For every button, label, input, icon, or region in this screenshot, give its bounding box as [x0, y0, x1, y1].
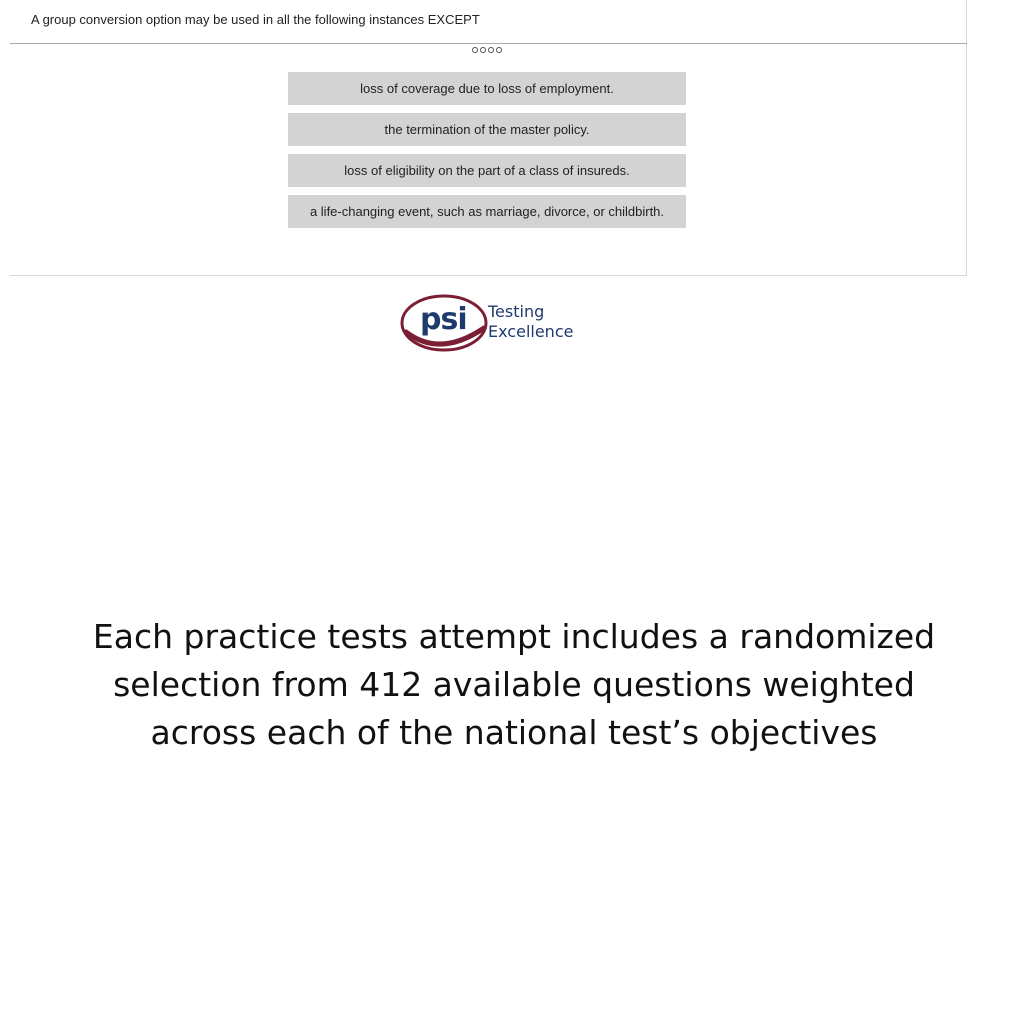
psi-logo	[400, 292, 580, 354]
caption-line-2: selection from 412 available questions weighted	[113, 665, 915, 704]
promo-caption	[0, 613, 1028, 757]
answer-option-4[interactable]: a life-changing event, such as marriage, divorce, or childbirth.	[288, 195, 686, 228]
logo-tagline-line1: Testing	[488, 302, 545, 321]
answer-option-2[interactable]: the termination of the master policy.	[288, 113, 686, 146]
logo-word: psi	[420, 302, 467, 337]
logo-tagline	[488, 302, 573, 342]
question-text: A group conversion option may be used in all the following instances EXCEPT	[31, 12, 480, 27]
dot-1[interactable]	[472, 47, 478, 53]
pagination-dots	[472, 47, 502, 53]
dot-3[interactable]	[488, 47, 494, 53]
question-panel	[10, 0, 967, 276]
answer-options	[288, 72, 686, 236]
logo-tagline-line2: Excellence	[488, 322, 574, 341]
dot-2[interactable]	[480, 47, 486, 53]
answer-option-3[interactable]: loss of eligibility on the part of a class of insureds.	[288, 154, 686, 187]
question-divider	[10, 43, 967, 44]
answer-option-1[interactable]: loss of coverage due to loss of employment.	[288, 72, 686, 105]
caption-line-3: across each of the national test’s objectives	[150, 713, 878, 752]
dot-4[interactable]	[496, 47, 502, 53]
caption-line-1: Each practice tests attempt includes a randomized	[92, 617, 936, 656]
